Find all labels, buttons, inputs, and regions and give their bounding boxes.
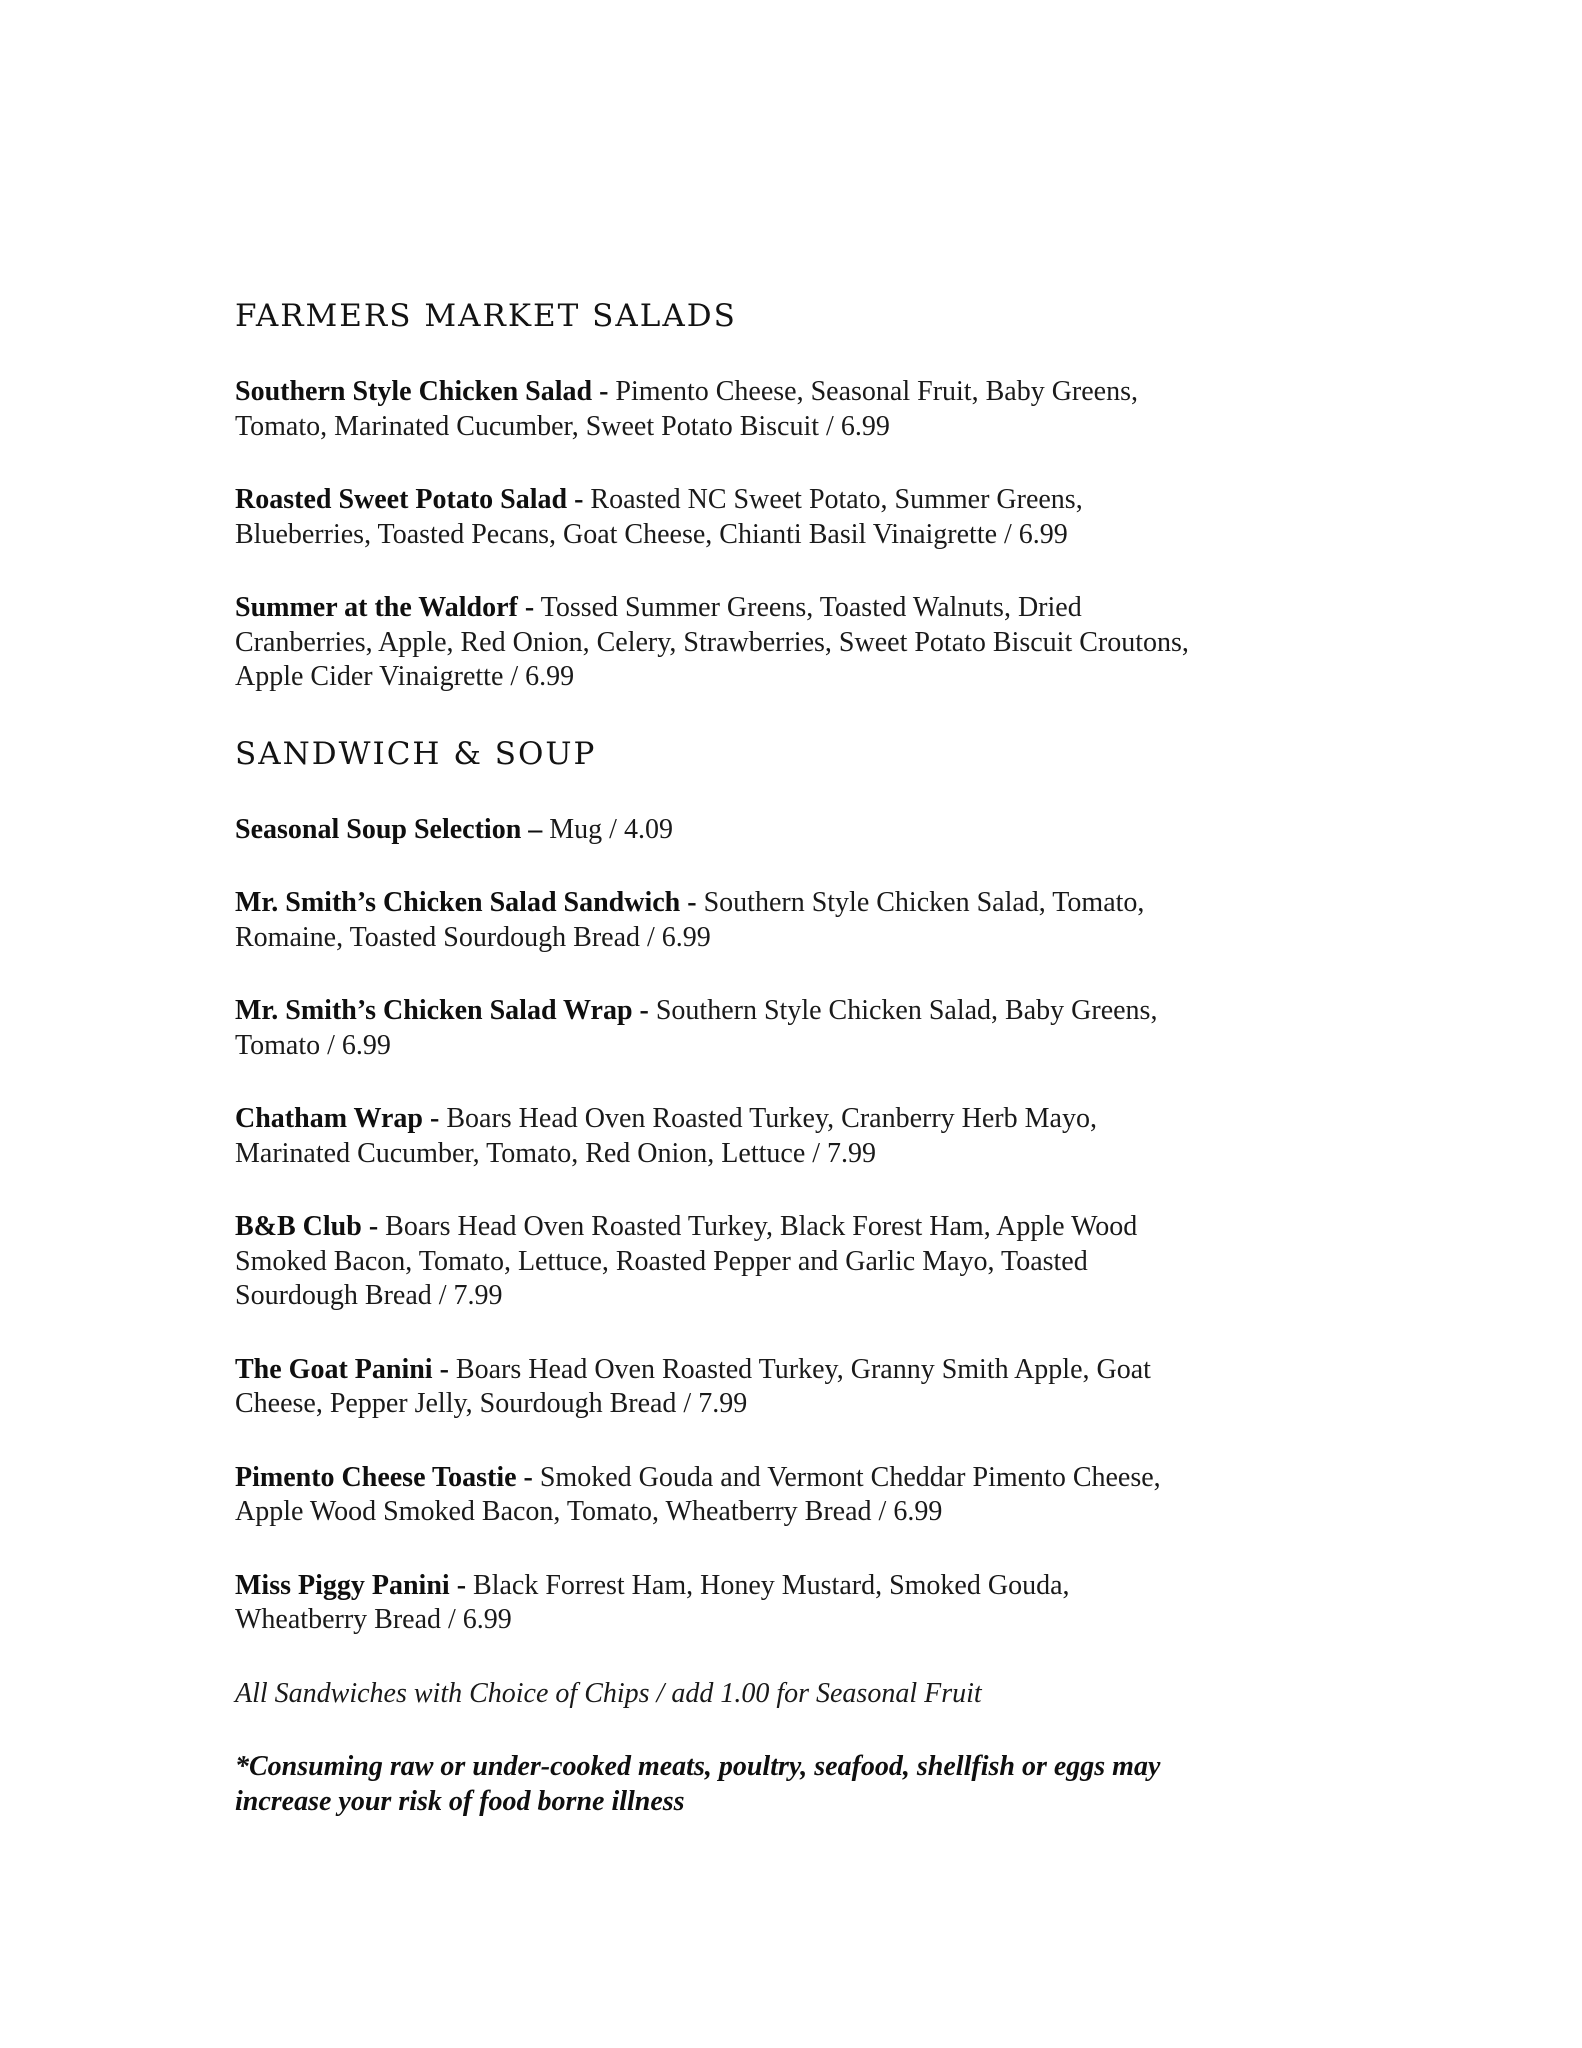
item-desc-line: Apple Cider Vinaigrette / 6.99: [235, 661, 575, 692]
menu-item-miss-piggy-panini: [235, 1569, 1542, 1638]
item-desc-line: Southern Style Chicken Salad, Tomato,: [703, 887, 1145, 918]
item-desc-line: Tomato, Marinated Cucumber, Sweet Potato Biscuit / 6.99: [235, 410, 890, 442]
item-separator: -: [639, 995, 649, 1026]
item-desc-line: Smoked Bacon, Tomato, Lettuce, Roasted Pepper and Garlic Mayo, Toasted: [235, 1245, 1088, 1277]
menu-item-mr-smiths-chicken-salad-wrap: [235, 994, 1542, 1063]
item-desc-line: Cranberries, Apple, Red Onion, Celery, Strawberries, Sweet Potato Biscuit Croutons,: [235, 626, 1189, 658]
item-desc-line: Tossed Summer Greens, Toasted Walnuts, Dried: [540, 592, 1082, 623]
item-name: B&B Club: [235, 1211, 362, 1242]
section-heading-sandwich-and-soup: SANDWICH & SOUP: [235, 735, 597, 772]
menu-item-southern-style-chicken-salad: [235, 375, 1542, 444]
item-desc-line: Mug / 4.09: [549, 813, 673, 845]
item-desc-line: Tomato / 6.99: [235, 1029, 391, 1061]
item-name: Mr. Smith’s Chicken Salad Sandwich: [235, 887, 681, 918]
item-separator: -: [439, 1353, 449, 1385]
item-desc-line: Blueberries, Toasted Pecans, Goat Cheese, Chianti Basil Vinaigrette / 6.99: [235, 518, 1068, 550]
note-consuming-warning: [235, 1750, 1542, 1819]
note-line: *Consuming raw or under-cooked meats, poultry, seafood, shellfish or eggs may: [235, 1751, 1161, 1782]
item-desc-line: Apple Wood Smoked Bacon, Tomato, Wheatberry Bread / 6.99: [235, 1496, 943, 1527]
item-name: Mr. Smith’s Chicken Salad Wrap: [235, 995, 633, 1026]
menu-item-roasted-sweet-potato-salad: [235, 483, 1542, 552]
item-name: Roasted Sweet Potato Salad: [235, 484, 568, 515]
item-name: Pimento Cheese Toastie: [235, 1461, 517, 1493]
menu-item-chatham-wrap: [235, 1102, 1542, 1171]
item-desc-line: Smoked Gouda and Vermont Cheddar Pimento Cheese,: [539, 1461, 1161, 1493]
item-desc-line: Boars Head Oven Roasted Turkey, Granny Smith Apple, Goat: [455, 1353, 1151, 1385]
item-separator: -: [430, 1103, 440, 1134]
item-desc-line: Romaine, Toasted Sourdough Bread / 6.99: [235, 921, 711, 953]
item-desc-line: Pimento Cheese, Seasonal Fruit, Baby Greens,: [615, 376, 1138, 407]
item-separator: -: [687, 887, 697, 918]
item-name: Chatham Wrap: [235, 1103, 424, 1134]
item-separator: –: [528, 813, 543, 845]
item-desc-line: Boars Head Oven Roasted Turkey, Cranberry Herb Mayo,: [446, 1103, 1097, 1134]
note-line: increase your risk of food borne illness: [235, 1785, 685, 1817]
item-separator: -: [599, 376, 609, 407]
item-name: Miss Piggy Panini: [235, 1569, 450, 1601]
item-name: The Goat Panini: [235, 1353, 433, 1385]
section-heading-farmers-market-salads: FARMERS MARKET SALADS: [235, 298, 737, 334]
item-desc-line: Marinated Cucumber, Tomato, Red Onion, Lettuce / 7.99: [235, 1137, 877, 1169]
menu-item-the-goat-panini: [235, 1353, 1542, 1422]
item-desc-line: Roasted NC Sweet Potato, Summer Greens,: [590, 484, 1083, 515]
menu-item-summer-at-the-waldorf: [235, 591, 1542, 695]
item-desc-line: Sourdough Bread / 7.99: [235, 1280, 503, 1311]
menu-item-pimento-cheese-toastie: [235, 1461, 1542, 1530]
item-name: Seasonal Soup Selection: [235, 813, 522, 845]
item-name: Summer at the Waldorf: [235, 592, 518, 623]
item-desc-line: Southern Style Chicken Salad, Baby Greens,: [655, 995, 1158, 1026]
item-separator: -: [523, 1461, 533, 1493]
item-name: Southern Style Chicken Salad: [235, 376, 593, 407]
item-separator: -: [524, 592, 535, 623]
item-separator: -: [456, 1569, 467, 1601]
item-desc-line: Wheatberry Bread / 6.99: [235, 1604, 512, 1635]
item-desc-line: Boars Head Oven Roasted Turkey, Black Forest Ham, Apple Wood: [385, 1211, 1138, 1242]
note-sandwich-chips: [235, 1677, 1542, 1712]
item-separator: -: [574, 484, 584, 515]
menu-item-bb-club: [235, 1210, 1542, 1314]
item-desc-line: Black Forrest Ham, Honey Mustard, Smoked Gouda,: [473, 1569, 1070, 1601]
item-separator: -: [368, 1211, 379, 1242]
menu-item-seasonal-soup-selection: [235, 813, 1542, 848]
menu-item-mr-smiths-chicken-salad-sandwich: [235, 886, 1542, 955]
item-desc-line: Cheese, Pepper Jelly, Sourdough Bread / 7.99: [235, 1388, 748, 1419]
note-line: All Sandwiches with Choice of Chips / add 1.00 for Seasonal Fruit: [235, 1677, 982, 1709]
